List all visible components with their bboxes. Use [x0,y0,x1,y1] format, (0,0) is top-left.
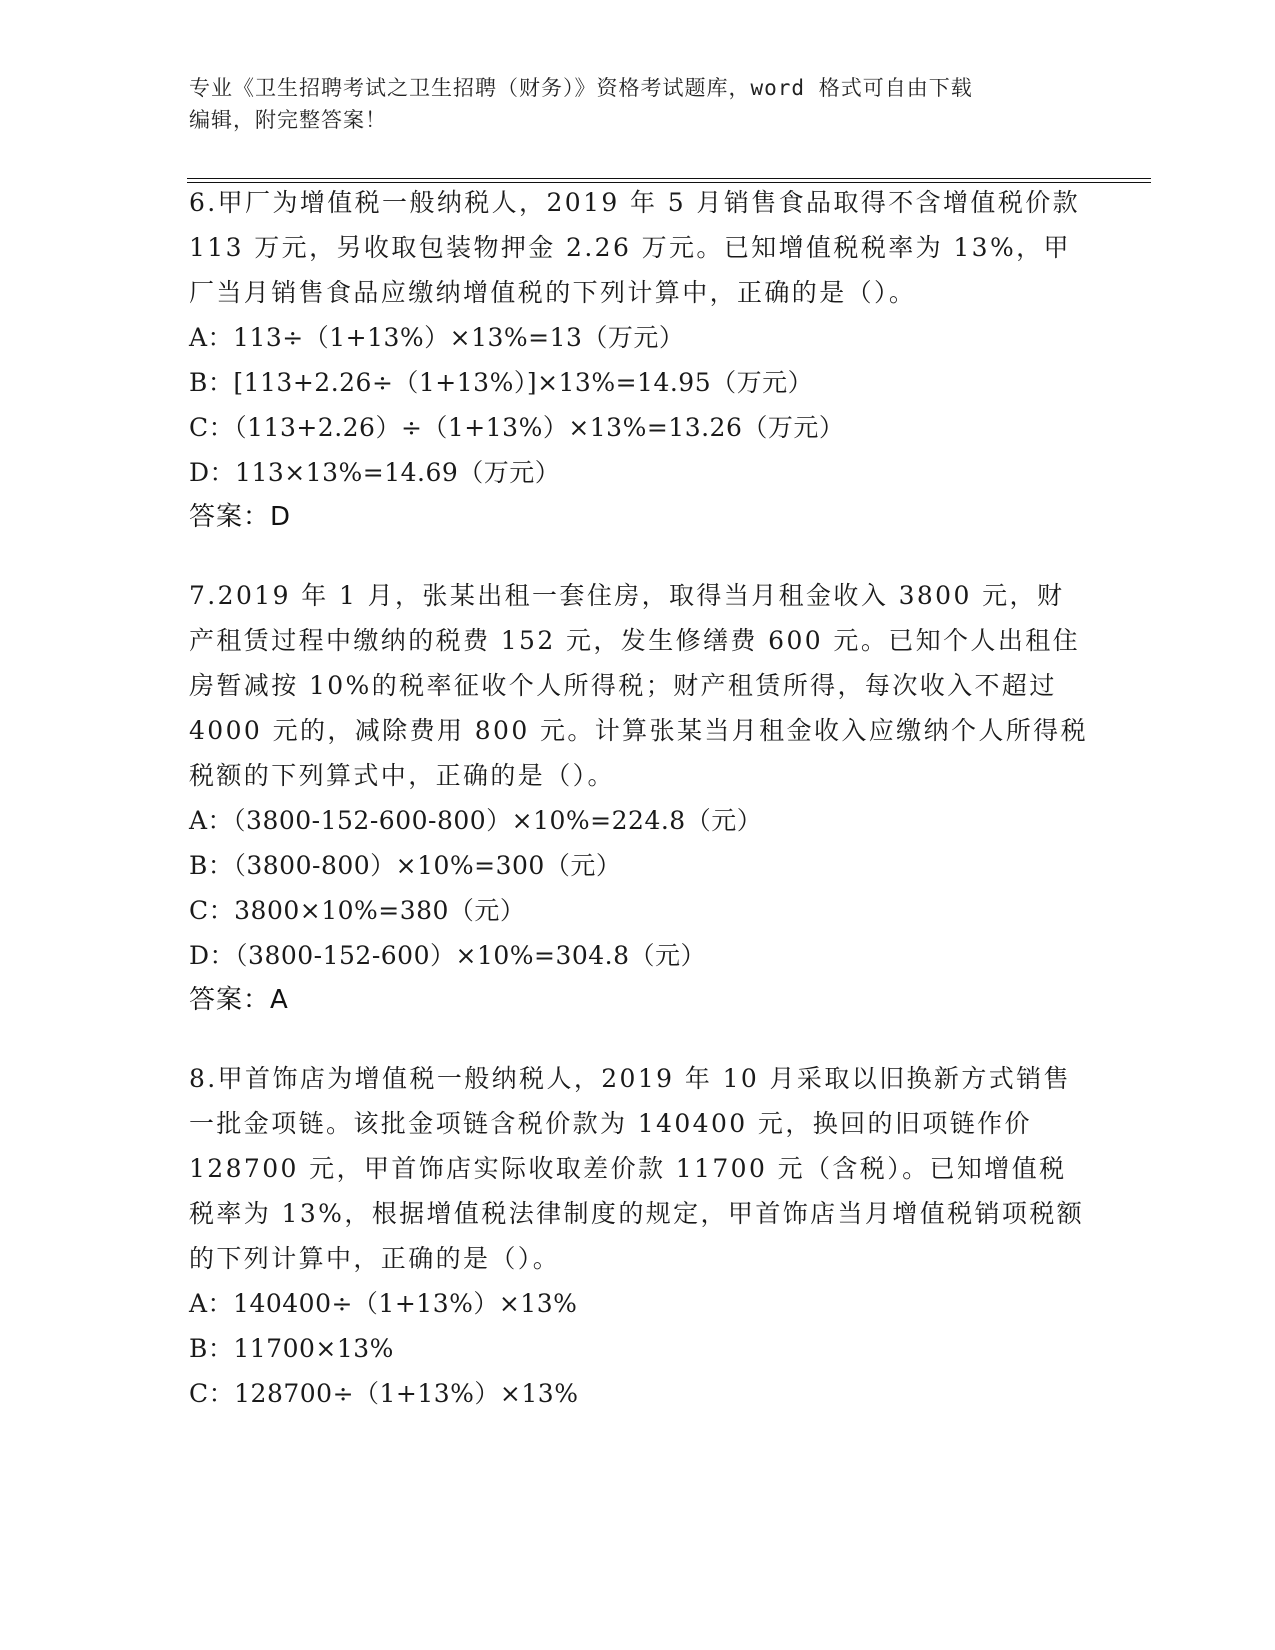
option-a: A：140400÷（1+13%）×13% [189,1289,578,1318]
option-b: B：（3800-800）×10%=300（元） [189,851,622,880]
question-7 [189,573,1089,1023]
option-c: C：（113+2.26）÷（1+13%）×13%=13.26（万元） [189,413,845,442]
option-a: A：113÷（1+13%）×13%=13（万元） [189,323,685,352]
question-stem: 6.甲厂为增值税一般纳税人，2019 年 5 月销售食品取得不含增值税价款 113 万元，另收取包装物押金 2.26 万元。已知增值税税率为 13%，甲厂当月销售食品应缴纳增值税的下列计算中，正确的是（）。 [189,188,1081,307]
option-a: A：（3800-152-600-800）×10%=224.8（元） [189,806,763,835]
answer-label: 答案：D [189,502,292,532]
option-b: B：11700×13% [189,1334,394,1363]
answer-label: 答案：A [189,985,289,1015]
option-b: B：[113+2.26÷（1+13%）]×13%=14.95（万元） [189,368,814,397]
question-6 [189,180,1089,540]
question-stem: 7.2019 年 1 月，张某出租一套住房，取得当月租金收入 3800 元，财产租赁过程中缴纳的税费 152 元，发生修缮费 600 元。已知个人出租住房暂减按 10%的税率征收个人所得税；财产租赁所得，每次收入不超过 4000 元的，减除费用 800 元。计算张某当月租金收入应缴纳个人所得税税额的下列算式中，正确的是（）。 [189,581,1088,790]
header-line-2: 编辑，附完整答案！ [189,108,387,132]
question-8 [189,1056,1089,1416]
option-d: D：113×13%=14.69（万元） [189,458,561,487]
question-stem: 8.甲首饰店为增值税一般纳税人，2019 年 10 月采取以旧换新方式销售一批金项链。该批金项链含税价款为 140400 元，换回的旧项链作价 128700 元，甲首饰店实际收取差价款 11700 元（含税）。已知增值税税率为 13%，根据增值税法律制度的规定，甲首饰店当月增值税销项税额的下列计算中，正确的是（）。 [189,1064,1085,1273]
option-c: C：128700÷（1+13%）×13% [189,1379,579,1408]
header-line-1: 专业《卫生招聘考试之卫生招聘（财务）》资格考试题库，word 格式可自由下载 [189,76,973,100]
document-header [189,72,1089,136]
option-c: C：3800×10%=380（元） [189,896,526,925]
option-d: D：（3800-152-600）×10%=304.8（元） [189,941,707,970]
